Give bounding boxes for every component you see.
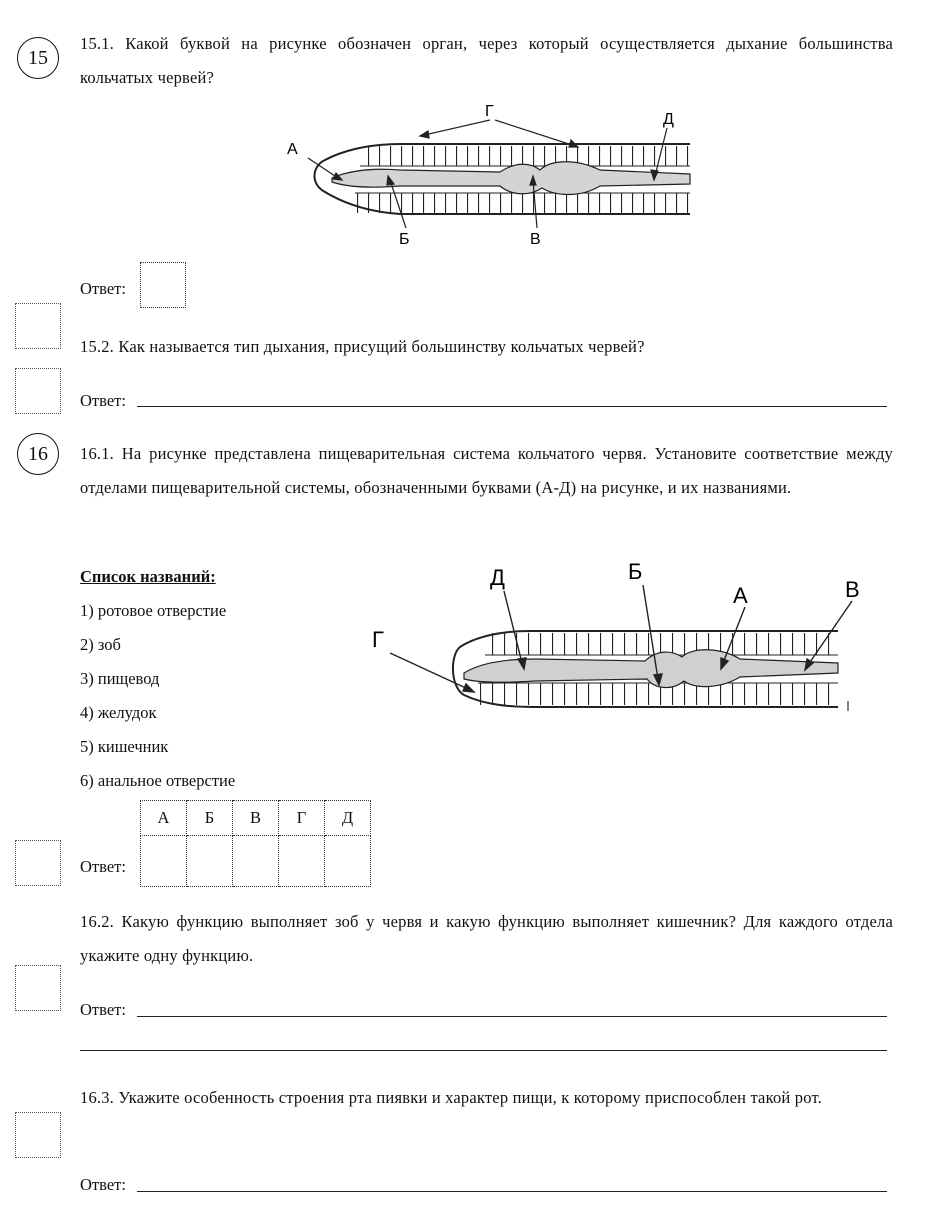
- fig16-label-a: А: [733, 583, 748, 608]
- answer-16-1-label: Ответ:: [80, 857, 126, 876]
- answer-16-3-line[interactable]: [137, 1191, 887, 1192]
- name-list-item: 3) пищевод: [80, 669, 160, 688]
- answer-15-2-label: Ответ:: [80, 391, 126, 410]
- answer-16-2-line-2[interactable]: [80, 1050, 887, 1051]
- answer-cell-d[interactable]: [325, 836, 371, 887]
- score-box-15-2[interactable]: [15, 368, 61, 414]
- answer-15-1-box[interactable]: [140, 262, 186, 308]
- score-box-15-1[interactable]: [15, 303, 61, 349]
- score-box-16-3[interactable]: [15, 1112, 61, 1158]
- answer-cell-v[interactable]: [233, 836, 279, 887]
- name-list-item: 6) анальное отверстие: [80, 771, 236, 790]
- fig16-label-g: Г: [372, 627, 384, 652]
- question-16-2-text: 16.2. Какую функцию выполняет зоб у червя и какую функцию выполняет кишечник? Для каждого отдела укажите одну функцию.: [80, 912, 893, 965]
- name-list-item: 1) ротовое отверстие: [80, 601, 227, 620]
- name-list-item: 4) желудок: [80, 703, 157, 722]
- table-header-b: Б: [187, 801, 233, 836]
- question-15-2-text: 15.2. Как называется тип дыхания, присущий большинству кольчатых червей?: [80, 337, 645, 356]
- answer-cell-b[interactable]: [187, 836, 233, 887]
- table-header-v: В: [233, 801, 279, 836]
- fig15-label-v: В: [530, 231, 541, 248]
- answer-16-2-line[interactable]: [137, 1016, 887, 1017]
- question-number-16: 16: [17, 433, 59, 475]
- fig15-label-b: Б: [399, 231, 410, 248]
- answer-16-3-label: Ответ:: [80, 1175, 126, 1194]
- fig16-label-v: В: [845, 577, 860, 602]
- answer-16-2-label: Ответ:: [80, 1000, 126, 1019]
- question-16-1-text: 16.1. На рисунке представлена пищеварительная система кольчатого червя. Установите соответствие между отделами пищеварительной системы, обозначенными буквами (А-Д) на рисунке, и их названиями.: [80, 444, 893, 497]
- table-header-g: Г: [279, 801, 325, 836]
- fig15-label-g: Г: [485, 103, 494, 120]
- question-16-3-text: 16.3. Укажите особенность строения рта пиявки и характер пищи, к которому приспособлен такой рот.: [80, 1088, 822, 1107]
- fig16-label-b: Б: [628, 559, 643, 584]
- answer-15-1-label: Ответ:: [80, 279, 126, 298]
- name-list-item: 2) зоб: [80, 635, 121, 654]
- answer-16-1-table: [140, 800, 371, 887]
- fig15-label-d: Д: [663, 111, 674, 128]
- answer-cell-g[interactable]: [279, 836, 325, 887]
- name-list-title: Список названий:: [80, 567, 216, 586]
- answer-15-2-line[interactable]: [137, 406, 887, 407]
- question-number-15: 15: [17, 37, 59, 79]
- name-list-item: 5) кишечник: [80, 737, 169, 756]
- worm-digestive-figure: [360, 555, 870, 725]
- fig15-label-a: А: [287, 141, 298, 158]
- table-header-a: А: [141, 801, 187, 836]
- table-header-d: Д: [325, 801, 371, 836]
- fig16-label-d: Д: [490, 565, 505, 590]
- worm-respiratory-figure: [280, 100, 700, 250]
- answer-cell-a[interactable]: [141, 836, 187, 887]
- score-box-16-2[interactable]: [15, 965, 61, 1011]
- question-15-1-text: 15.1. Какой буквой на рисунке обозначен орган, через который осуществляется дыхание большинства кольчатых червей?: [80, 34, 893, 87]
- score-box-16-1[interactable]: [15, 840, 61, 886]
